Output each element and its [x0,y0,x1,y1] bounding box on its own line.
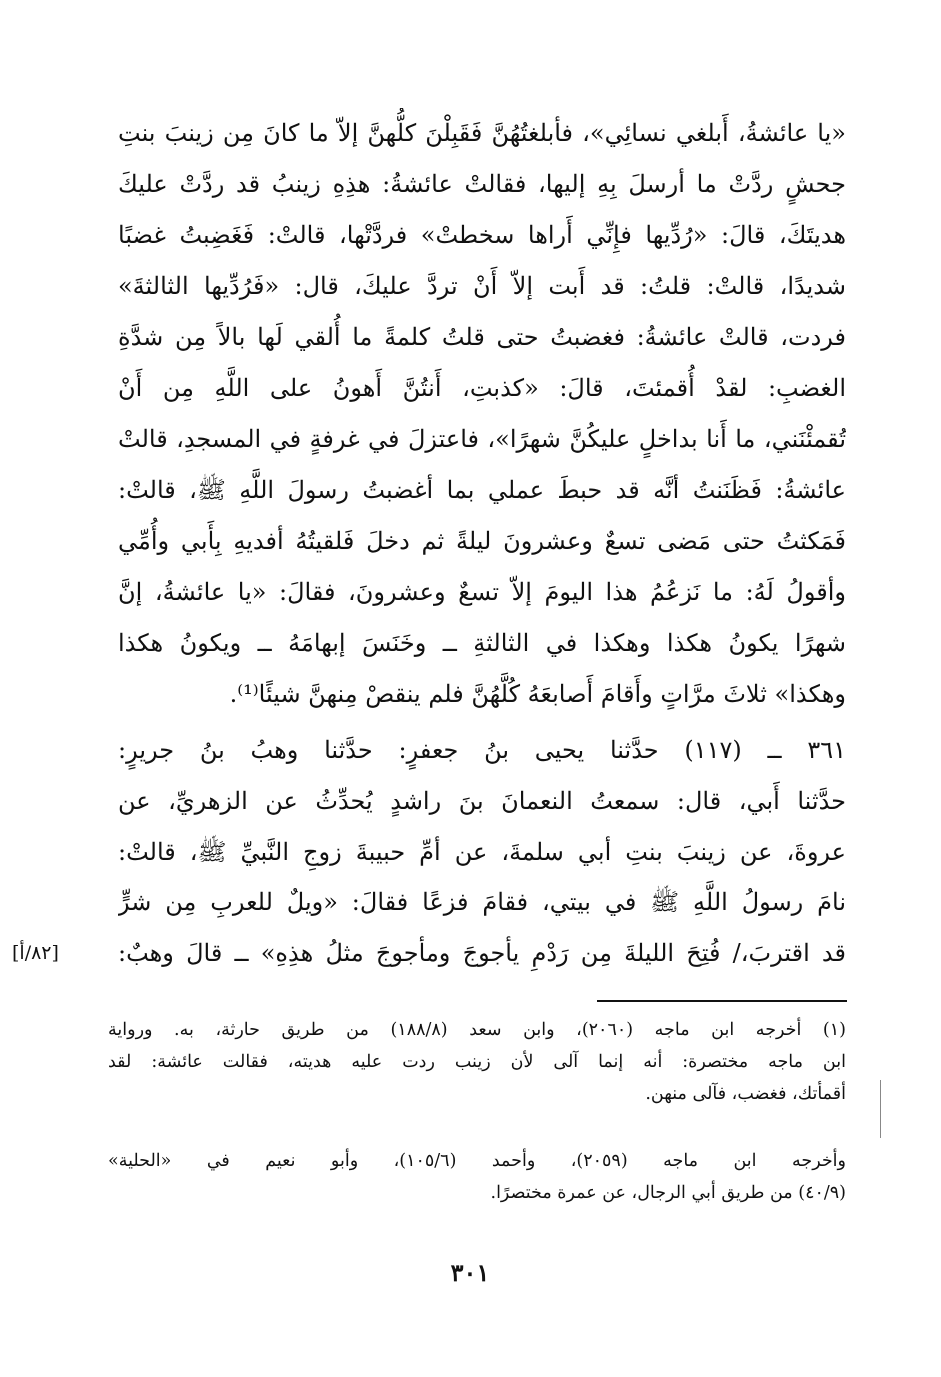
hadith-paragraph-2 [118,725,846,878]
text-line: «يا عائشةُ، أَبلغي نسائِي»، فأبلغتُهُنَّ فَقَبِلْنَ كلُّهنَّ إلاّ ما كانَ مِن زينبَ بنتِ [118,119,846,147]
footnote-line: (٤٠/٩) من طريق أبي الرجال، عن عمرة مختصرًا. [490,1183,846,1203]
text-line: تُقمئْنَني، ما أَنا بداخلٍ عليكُنَّ شهرًا»، فاعتزلَ في غرفةٍ في المسجدِ، قالتْ [118,425,846,453]
text-line: شهرًا يكونُ هكذا وهكذا في الثالثةِ ــ وخَنَسَ إبهامَهُ ــ ويكونُ هكذا [118,629,846,657]
hadith-paragraph-1 [118,108,846,720]
text-line: عروةَ، عن زينبَ بنتِ أبي سلمةَ، عن أمِّ حبيبةَ زوجِ النَّبيِّ ﷺ، قالتْ: [118,838,846,866]
footnote-line: وأخرجه ابن ماجه (٢٠٥٩)، وأحمد (١٠٥/٦)، وأبو نعيم في «الحلية» [108,1151,846,1171]
margin-mark [880,1080,881,1138]
footnote-1-continued [108,1145,846,1209]
text-line: وأقولُ لَهُ: ما نَزعُمُ هذا اليومَ إلاّ تسعٌ وعشرونَ، فقالَ: «يا عائشةُ، إنَّ [118,578,846,606]
footnote-1 [108,1014,846,1110]
text-line: هديتَكَ، قالَ: «رُدِّيها فإِنِّي أَراها سخطتْ» فردَّتْها، قالتْ: فَغَضِبتُ غضبًا [118,221,846,249]
text-line: الغضبِ: لقدْ أُقمئتَ، قالَ: «كذبتِ، أَنتُنَّ أَهونُ على اللَّهِ مِن أَنْ [118,374,846,402]
text-line: ٣٦١ ــ (١١٧) حدَّثنا يحيى بنُ جعفرٍ: حدَّثنا وهبُ بنُ جريرٍ: [118,736,846,764]
text-line: قد اقتربَ،/ فُتِحَ الليلةَ مِن رَدْمِ يأجوجَ ومأجوجَ مثلُ هذِهِ» ــ قالَ وهبٌ: [118,939,846,967]
text-line: فردت، قالتْ عائشةُ: فغضبتُ حتى قلتُ كلمةً ما أُلقي لَها بالاً مِن شدَّةِ [118,323,846,351]
hadith-paragraph-3 [118,877,846,979]
footnote-line: أقمأتك، فغضب، فآلى منهن. [645,1084,846,1104]
text-line: وهكذا» ثلاثَ مرَّاتٍ وأَقامَ أَصابعَهُ كُلَّهُنَّ فلم ينقصْ مِنهنَّ شيئًا⁽¹⁾. [229,680,846,708]
text-line: شديدًا، قالتْ: قلتُ: قد أَبت إلاّ أَنْ تردَّ عليكَ، قال: «فَرُدِّيها الثالثةَ» [118,272,846,300]
text-line: فَمَكثتُ حتى مَضى تسعٌ وعشرونَ ليلةً ثم دخلَ فَلقيتُهُ أفديهِ بِأَبي وأُمِّي [118,527,846,555]
footnote-line: (١) أخرجه ابن ماجه (٢٠٦٠)، وابن سعد (١٨٨/٨) من طريق حارثة، به. ورواية [108,1020,846,1040]
manuscript-folio-marker: [٨٢/أ] [12,942,59,964]
text-line: عائشةُ: فَظَنَنتُ أنَّه قد حبطَ عملي بما أغضبتُ رسولَ اللَّهِ ﷺ، قالتْ: [118,476,846,504]
footnote-line: ابن ماجه مختصرة: أنه إنما آلى لأن زينب ردت عليه هديته، فقالت عائشة: لقد [108,1052,846,1072]
footnote-divider [597,1000,847,1002]
text-line: نامَ رسولُ اللَّهِ ﷺ في بيتي، فقامَ فزعًا فقالَ: «ويلٌ للعربِ مِن شرٍّ [118,888,846,916]
text-line: حدَّثنا أَبي، قال: سمعتُ النعمانَ بنَ راشدٍ يُحدِّثُ عن الزهريِّ، عن [118,787,846,815]
page-number: ٣٠١ [450,1258,490,1287]
text-line: جحشٍ ردَّتْ ما أرسلَ بِهِ إليها، فقالتْ عائشةُ: هذِهِ زينبُ قد ردَّتْ عليكَ [118,170,846,198]
